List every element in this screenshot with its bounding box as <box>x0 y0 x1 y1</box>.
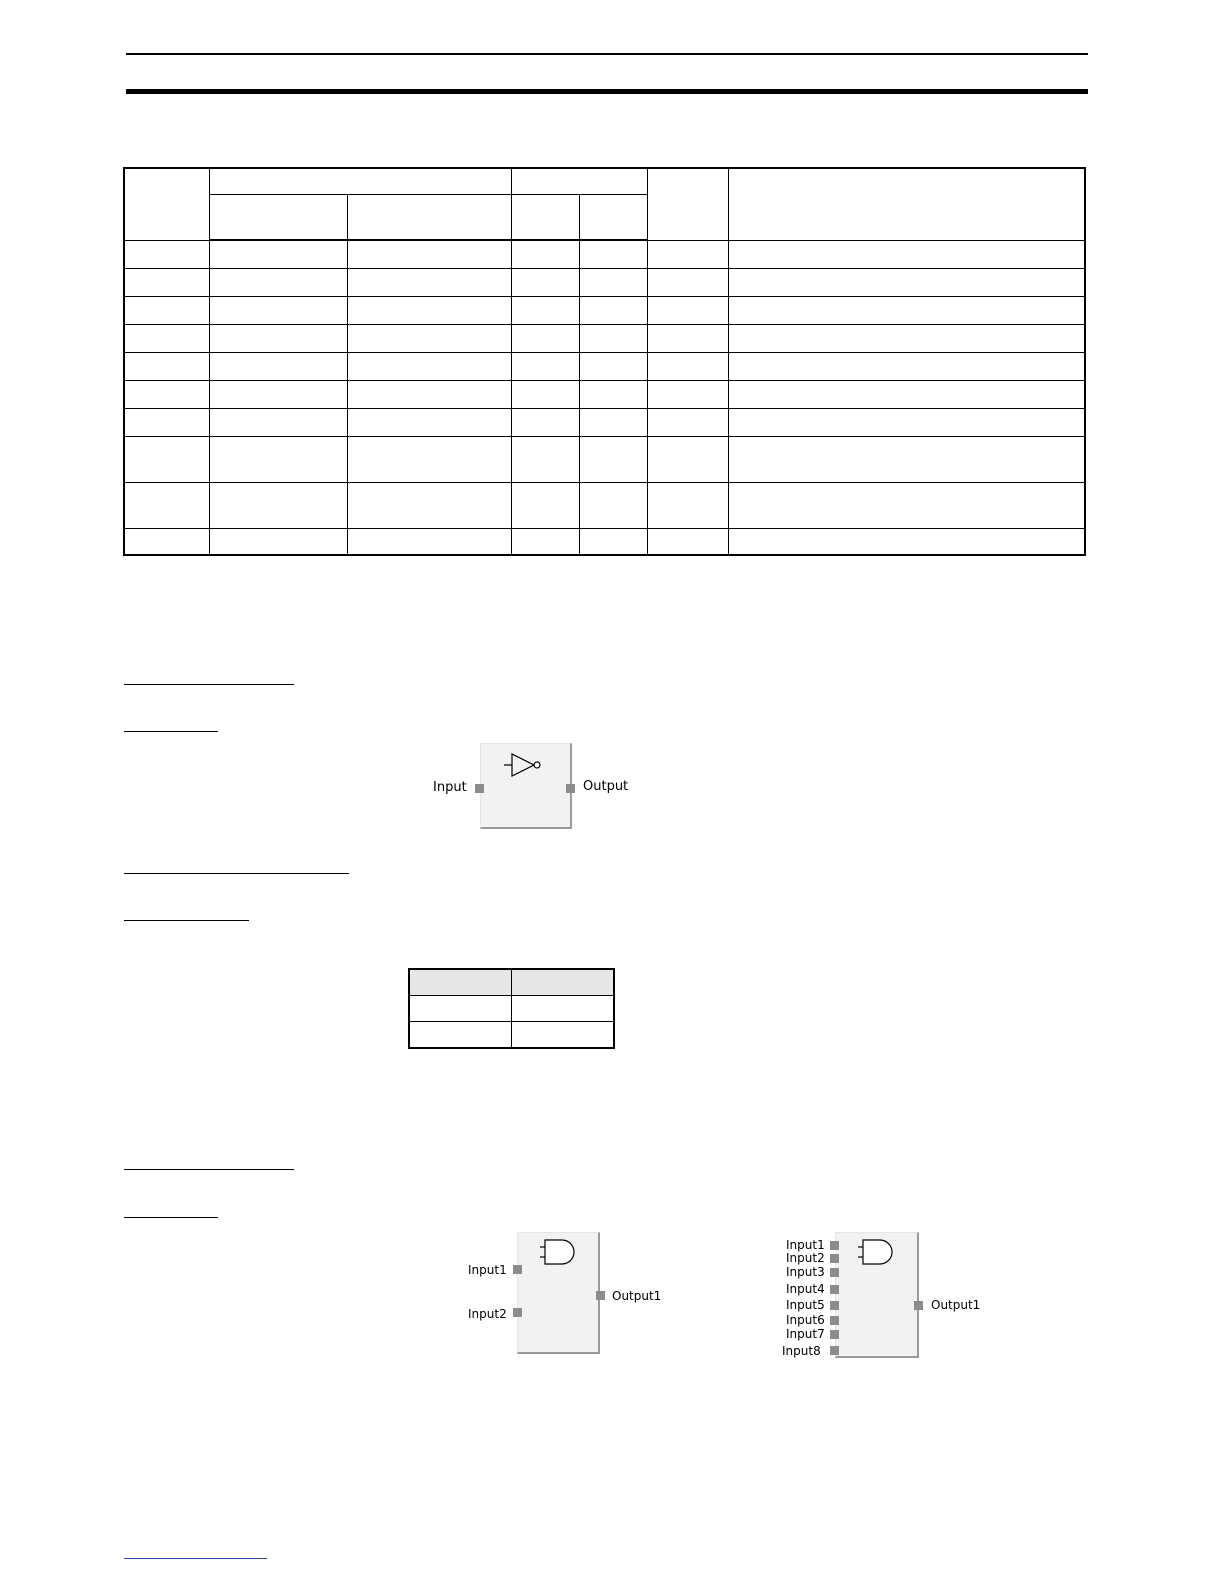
table-row <box>124 436 1085 482</box>
input6-label: Input6 <box>786 1313 825 1327</box>
input-label: Input <box>433 780 467 795</box>
input8-port[interactable] <box>830 1346 839 1355</box>
table-header-cell <box>728 168 1085 240</box>
input6-port[interactable] <box>830 1316 839 1325</box>
table-header-cell <box>209 194 347 240</box>
output1-port[interactable] <box>914 1301 923 1310</box>
input-port[interactable] <box>475 784 484 793</box>
table-row <box>124 352 1085 380</box>
input4-label: Input4 <box>786 1282 825 1296</box>
input2-label: Input2 <box>786 1251 825 1265</box>
input3-label: Input3 <box>786 1265 825 1279</box>
output-port[interactable] <box>566 784 575 793</box>
table-row <box>124 408 1085 436</box>
section-heading-underline <box>124 1169 294 1170</box>
output-label: Output <box>583 779 629 794</box>
section-heading-underline <box>124 684 294 685</box>
input1-label: Input1 <box>786 1238 825 1252</box>
and-gate-icon <box>856 1237 898 1267</box>
input3-port[interactable] <box>830 1268 839 1277</box>
table-header-cell <box>209 168 511 194</box>
table-row <box>124 240 1085 268</box>
table-header-cell <box>511 194 579 240</box>
table-row <box>124 482 1085 528</box>
input1-port[interactable] <box>513 1265 522 1274</box>
table-row <box>124 324 1085 352</box>
table-row <box>124 528 1085 555</box>
and-gate-icon <box>538 1237 580 1267</box>
subsection-heading-underline <box>124 920 249 921</box>
input8-label: Input8 <box>782 1344 821 1358</box>
block-spec-table <box>123 167 1086 556</box>
not-gate-icon <box>503 750 547 780</box>
subsection-heading-underline <box>124 731 218 732</box>
truth-table-header-row <box>409 969 614 996</box>
table-row <box>124 268 1085 296</box>
input7-port[interactable] <box>830 1330 839 1339</box>
table-header-cell <box>347 194 511 240</box>
truth-table-row <box>409 1022 614 1049</box>
truth-table <box>408 968 615 1049</box>
input7-label: Input7 <box>786 1327 825 1341</box>
input5-port[interactable] <box>830 1301 839 1310</box>
input2-port[interactable] <box>830 1254 839 1263</box>
input5-label: Input5 <box>786 1298 825 1312</box>
header-rule-thin <box>126 53 1088 55</box>
input2-label: Input2 <box>468 1307 507 1321</box>
input1-port[interactable] <box>830 1241 839 1250</box>
output1-label: Output1 <box>931 1298 981 1312</box>
not-function-block <box>480 743 572 829</box>
subsection-heading-underline <box>124 1217 218 1218</box>
footer-link-underline[interactable] <box>124 1558 267 1559</box>
table-header-cell <box>647 168 728 240</box>
table-header-cell <box>511 168 647 194</box>
table-row <box>124 380 1085 408</box>
table-header-row <box>124 168 1085 194</box>
input4-port[interactable] <box>830 1285 839 1294</box>
input2-port[interactable] <box>513 1308 522 1317</box>
table-header-cell <box>579 194 647 240</box>
table-header-cell <box>124 168 209 240</box>
table-row <box>124 296 1085 324</box>
input1-label: Input1 <box>468 1263 507 1277</box>
truth-table-row <box>409 996 614 1022</box>
and-function-block-2-inputs <box>517 1232 600 1354</box>
and-function-block-8-inputs <box>835 1232 919 1358</box>
output1-port[interactable] <box>596 1291 605 1300</box>
section-heading-underline <box>124 873 349 874</box>
header-rule-thick <box>126 89 1088 94</box>
output1-label: Output1 <box>612 1289 662 1303</box>
